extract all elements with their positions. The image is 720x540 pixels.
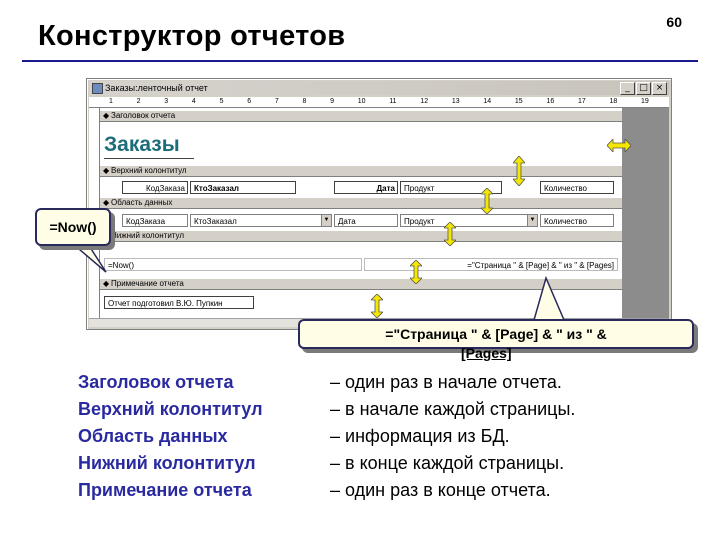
field-page-number[interactable]: ="Страница " & [Page] & " из " & [Pages]: [364, 258, 618, 271]
ruler-number: 8: [302, 98, 307, 105]
ruler-numbers: [109, 97, 649, 107]
label-order-id[interactable]: КодЗаказа: [122, 181, 188, 194]
legend-term: Нижний колонтитул: [78, 453, 256, 473]
field-product[interactable]: Продукт ▼: [400, 214, 538, 227]
slide-title: Конструктор отчетов: [38, 20, 346, 52]
dropdown-arrow-icon[interactable]: ▼: [527, 215, 537, 226]
band-arrow-icon: ◆: [103, 279, 110, 288]
band-arrow-icon: ◆: [103, 198, 110, 207]
ruler-number: 17: [577, 98, 586, 105]
legend-desc: – в конце каждой страницы.: [330, 453, 565, 473]
legend-desc: – в начале каждой страницы.: [330, 399, 576, 419]
band-arrow-icon: ◆: [103, 111, 110, 120]
legend-term: Верхний колонтитул: [78, 399, 263, 419]
window-title: Заказы:ленточный отчет: [105, 83, 208, 93]
legend-term: Область данных: [78, 426, 228, 446]
label-quantity[interactable]: Количество: [540, 181, 614, 194]
dropdown-arrow-icon[interactable]: ▼: [321, 215, 331, 226]
ruler-number: 9: [330, 98, 335, 105]
band-report-footer[interactable]: ◆ Примечание отчета: [100, 278, 622, 290]
legend-desc: – один раз в начале отчета.: [330, 372, 562, 392]
legend-desc: – один раз в конце отчета.: [330, 480, 551, 500]
field-customer[interactable]: КтоЗаказал ▼: [190, 214, 332, 227]
ruler-number: 7: [274, 98, 279, 105]
title-rule: [22, 60, 698, 62]
maximize-button[interactable]: □: [636, 82, 651, 95]
resize-arrow-icon: [371, 294, 383, 318]
resize-arrow-icon: [410, 260, 422, 284]
horizontal-ruler: [89, 97, 669, 108]
legend-desc: – информация из БД.: [330, 426, 510, 446]
band-page-footer[interactable]: Нижний колонтитул: [100, 230, 622, 242]
legend-term: Примечание отчета: [78, 480, 252, 500]
ruler-number: 11: [389, 98, 397, 105]
band-page-header[interactable]: ◆ Верхний колонтитул: [100, 165, 622, 177]
band-report-header[interactable]: ◆ Заголовок отчета: [100, 110, 622, 122]
report-footer-text[interactable]: Отчет подготовил В.Ю. Пупкин: [104, 296, 254, 309]
field-date[interactable]: Дата: [334, 214, 398, 227]
now-callout: =Now(): [35, 208, 111, 246]
legend-term: Заголовок отчета: [78, 372, 234, 392]
close-button[interactable]: ×: [652, 82, 667, 95]
ruler-number: 10: [357, 98, 366, 105]
report-title[interactable]: Заказы: [104, 132, 194, 159]
report-design-window: [86, 78, 672, 330]
slide-number: 60: [666, 14, 682, 30]
window-titlebar[interactable]: [89, 81, 669, 95]
ruler-number: 15: [514, 98, 523, 105]
field-quantity[interactable]: Количество: [540, 214, 614, 227]
ruler-number: 5: [219, 98, 224, 105]
resize-arrow-icon: [444, 222, 456, 246]
ruler-number: 14: [483, 98, 492, 105]
field-order-id[interactable]: КодЗаказа: [122, 214, 188, 227]
resize-arrow-icon: [481, 188, 493, 214]
resize-arrow-icon: [607, 139, 631, 152]
page-callout: ="Страница " & [Page] & " из " &: [298, 319, 694, 349]
resize-arrow-icon: [513, 156, 525, 186]
label-customer[interactable]: КтоЗаказал: [190, 181, 296, 194]
ruler-number: 12: [420, 98, 429, 105]
field-now[interactable]: =Now(): [104, 258, 362, 271]
ruler-number: 18: [609, 98, 618, 105]
report-icon: [92, 83, 103, 94]
ruler-number: 16: [546, 98, 555, 105]
ruler-number: 4: [191, 98, 196, 105]
ruler-number: 1: [109, 98, 113, 105]
minimize-button[interactable]: _: [620, 82, 635, 95]
ruler-number: 13: [451, 98, 460, 105]
label-date[interactable]: Дата: [334, 181, 398, 194]
callout-pointer: [530, 276, 580, 322]
ruler-number: 2: [136, 98, 141, 105]
band-arrow-icon: ◆: [103, 166, 110, 175]
band-detail[interactable]: ◆ Область данных: [100, 197, 622, 209]
page-callout-overflow: [Pages]: [461, 345, 512, 361]
label-product[interactable]: Продукт: [400, 181, 502, 194]
ruler-number: 19: [641, 98, 649, 105]
ruler-number: 6: [247, 98, 252, 105]
ruler-number: 3: [164, 98, 169, 105]
